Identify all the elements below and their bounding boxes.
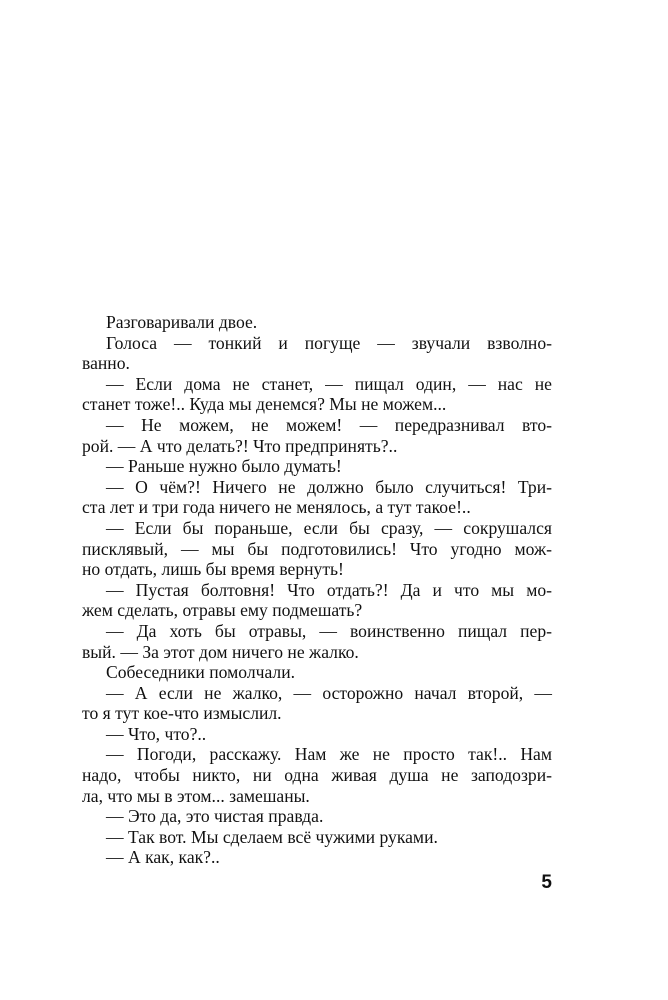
text-line: писклявый, — мы бы подготовились! Что угодно мож- [82, 538, 552, 559]
text-line: то я тут кое-что измыслил. [82, 703, 282, 724]
text-line: — А как, как?.. [106, 847, 220, 868]
text-line: — Что, что?.. [106, 723, 207, 744]
text-line: — Погоди, расскажу. Нам же не просто так!.. Нам [106, 744, 552, 765]
text-line: ла, что мы в этом... замешаны. [82, 785, 310, 806]
text-line: рой. — А что делать?! Что предпринять?.. [82, 435, 398, 456]
text-line: — А если не жалко, — осторожно начал второй, — [106, 682, 552, 703]
text-line: вый. — За этот дом ничего не жалко. [82, 641, 359, 662]
text-line: — Это да, это чистая правда. [106, 806, 324, 827]
page-number: 5 [541, 872, 552, 893]
text-line: надо, чтобы никто, ни одна живая душа не заподозри- [82, 765, 552, 786]
text-line: но отдать, лишь бы время вернуть! [82, 559, 344, 580]
text-line: — Так вот. Мы сделаем всё чужими руками. [106, 826, 438, 847]
text-line: Разговаривали двое. [106, 312, 258, 332]
body-text [82, 312, 552, 868]
text-line: — Раньше нужно было думать! [106, 456, 342, 477]
text-line: — Если бы пораньше, если бы сразу, — сокрушался [106, 517, 552, 538]
text-line: жем сделать, отравы ему подмешать? [82, 600, 363, 621]
text-line: — О чём?! Ничего не должно было случиться! Три- [106, 476, 552, 497]
text-line: ста лет и три года ничего не менялось, а тут такое!.. [82, 497, 471, 518]
text-line: станет тоже!.. Куда мы денемся? Мы не можем... [82, 394, 447, 415]
text-line: ванно. [82, 353, 130, 374]
text-line: Собеседники помолчали. [106, 662, 296, 683]
text-line: — Пустая болтовня! Что отдать?! Да и что мы мо- [106, 579, 552, 600]
text-line: — Да хоть бы отравы, — воинственно пищал пер- [106, 620, 552, 641]
text-line: Голоса — тонкий и погуще — звучали взволно- [106, 332, 552, 353]
text-line: — Если дома не станет, — пищал один, — нас не [106, 373, 552, 394]
text-line: — Не можем, не можем! — передразнивал вто- [106, 414, 552, 435]
